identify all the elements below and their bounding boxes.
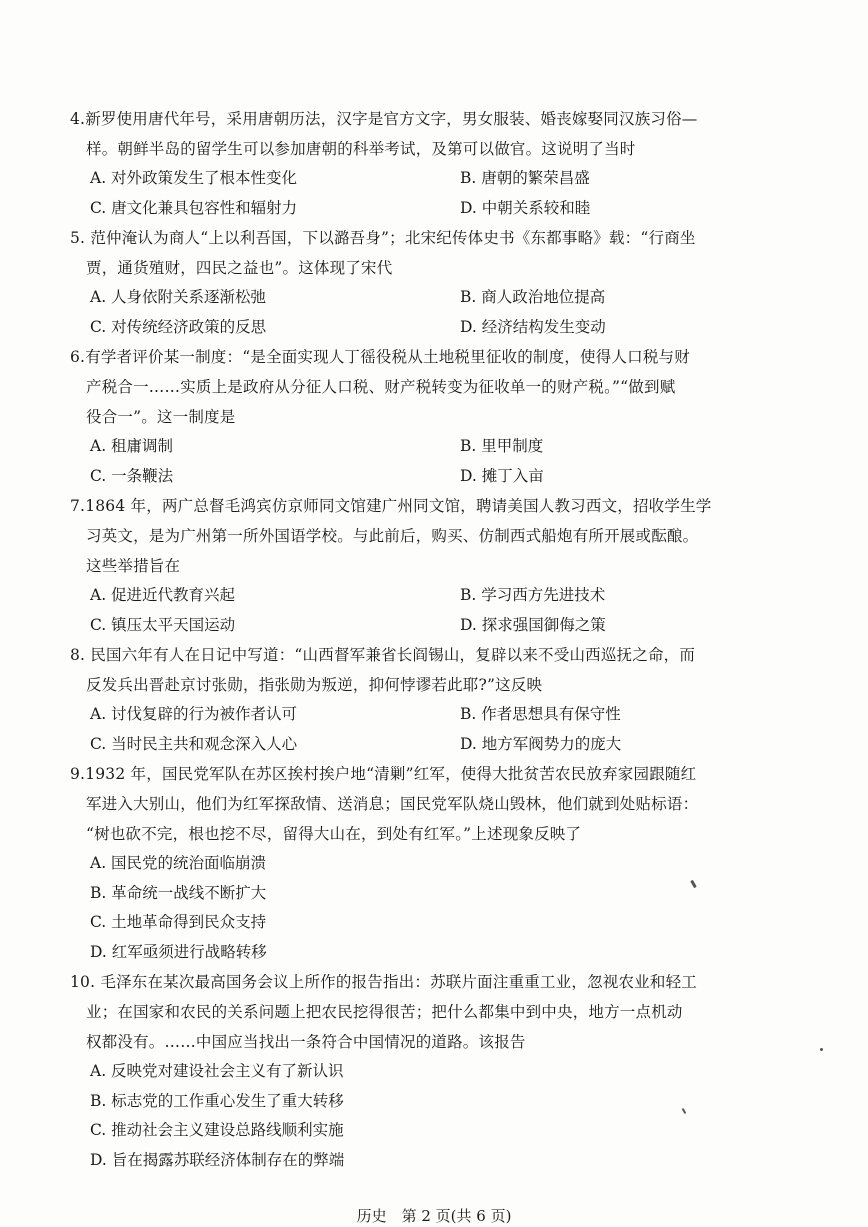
stem-line: 这些举措旨在 — [86, 557, 181, 575]
option-b[interactable]: B. 学习西方先进技术 — [460, 586, 606, 604]
option-list — [70, 1057, 790, 1175]
question-7 — [70, 491, 790, 640]
scan-speck — [820, 1048, 823, 1051]
stem-line: 10. 毛泽东在某次最高国务会议上所作的报告指出：苏联片面注重重工业，忽视农业和轻工 — [70, 973, 697, 991]
option-d[interactable]: D. 经济结构发生变动 — [460, 317, 606, 336]
option-c[interactable]: C. 推动社会主义建设总路线顺利实施 — [90, 1121, 344, 1139]
option-c[interactable]: C. 当时民主共和观念深入人心 — [90, 734, 298, 753]
option-c[interactable]: C. 唐文化兼具包容性和辐射力 — [90, 198, 298, 217]
question-list — [70, 104, 790, 1175]
stem-line: 产税合一……实质上是政府从分征人口税、财产税转变为征收单一的财产税。”“做到赋 — [86, 378, 676, 396]
option-a[interactable]: A. 反映党对建设社会主义有了新认识 — [90, 1062, 344, 1080]
option-c[interactable]: C. 对传统经济政策的反思 — [90, 317, 267, 336]
option-d[interactable]: D. 红军亟须进行战略转移 — [90, 942, 267, 961]
question-4 — [70, 104, 790, 223]
option-d[interactable]: D. 探求强国御侮之策 — [460, 615, 606, 634]
question-stem — [70, 759, 790, 849]
stem-line: 贾，通货殖财，四民之益也”。这体现了宋代 — [86, 259, 393, 277]
question-stem — [70, 342, 790, 432]
option-grid — [70, 432, 790, 491]
question-5 — [70, 223, 790, 342]
question-stem — [70, 967, 790, 1057]
option-a[interactable]: A. 促进近代教育兴起 — [90, 586, 236, 604]
option-a[interactable]: A. 租庸调制 — [90, 437, 174, 455]
option-b[interactable]: B. 唐朝的繁荣昌盛 — [460, 169, 590, 187]
question-8 — [70, 640, 790, 759]
option-d[interactable]: D. 地方军阀势力的庞大 — [460, 734, 622, 753]
stem-line: 样。朝鲜半岛的留学生可以参加唐朝的科举考试，及第可以做官。这说明了当时 — [86, 140, 636, 158]
option-a[interactable]: A. 国民党的统治面临崩溃 — [90, 854, 267, 872]
option-a[interactable]: A. 对外政策发生了根本性变化 — [90, 169, 298, 187]
stem-line: 权都没有。……中国应当找出一条符合中国情况的道路。该报告 — [86, 1033, 526, 1051]
question-stem — [70, 223, 790, 283]
option-grid — [70, 700, 790, 759]
stem-line: 习英文，是为广州第一所外国语学校。与此前后，购买、仿制西式船炮有所开展或酝酿。 — [86, 527, 699, 545]
question-10 — [70, 967, 790, 1175]
option-b[interactable]: B. 标志党的工作重心发生了重大转移 — [90, 1091, 344, 1110]
option-d[interactable]: D. 摊丁入亩 — [460, 466, 544, 485]
option-list — [70, 849, 790, 967]
stem-line: 6.有学者评价某一制度：“是全面实现人丁徭役税从土地税里征收的制度，使得人口税与财 — [70, 348, 690, 366]
option-d[interactable]: D. 中朝关系较和睦 — [460, 198, 591, 217]
question-9 — [70, 759, 790, 967]
option-c[interactable]: C. 土地革命得到民众支持 — [90, 913, 267, 931]
question-stem — [70, 491, 790, 581]
stem-line: 4.新罗使用唐代年号，采用唐朝历法，汉字是官方文字，男女服装、婚丧嫁娶同汉族习俗— — [70, 110, 698, 128]
stem-line: 业；在国家和农民的关系问题上把农民挖得很苦；把什么都集中到中央，地方一点机动 — [86, 1003, 683, 1021]
question-6 — [70, 342, 790, 491]
stem-line: 军进入大别山，他们为红军探敌情、送消息；国民党军队烧山毁林，他们就到处贴标语： — [86, 795, 699, 813]
option-a[interactable]: A. 讨伐复辟的行为被作者认可 — [90, 705, 298, 723]
stem-line: 反发兵出晋赴京讨张勋，指张勋为叛逆，抑何悖谬若此耶?”这反映 — [86, 676, 543, 694]
option-c[interactable]: C. 一条鞭法 — [90, 466, 174, 485]
option-b[interactable]: B. 商人政治地位提高 — [460, 288, 606, 306]
option-b[interactable]: B. 革命统一战线不断扩大 — [90, 883, 267, 902]
stem-line: 役合一”。这一制度是 — [86, 408, 236, 426]
option-d[interactable]: D. 旨在揭露苏联经济体制存在的弊端 — [90, 1150, 345, 1169]
option-c[interactable]: C. 镇压太平天国运动 — [90, 615, 236, 634]
option-grid — [70, 164, 790, 223]
option-grid — [70, 283, 790, 342]
option-a[interactable]: A. 人身依附关系逐渐松弛 — [90, 288, 267, 306]
question-stem — [70, 640, 790, 700]
stem-line: 8. 民国六年有人在日记中写道：“山西督军兼省长阎锡山，复辟以来不受山西巡抚之命，而 — [70, 646, 696, 664]
stem-line: 9.1932 年，国民党军队在苏区挨村挨户地“清剿”红军，使得大批贫苦农民放弃家园跟随红 — [70, 765, 697, 783]
stem-line: 7.1864 年，两广总督毛鸿宾仿京师同文馆建广州同文馆，聘请美国人教习西文，招收学生学 — [70, 497, 712, 515]
option-b[interactable]: B. 里甲制度 — [460, 437, 544, 455]
page-footer: 历史 第 2 页(共 6 页) — [356, 1207, 512, 1225]
stem-line: 5. 范仲淹认为商人“上以利吾国，下以潞吾身”；北宋纪传体史书《东都事略》载：“行商坐 — [70, 229, 696, 247]
option-grid — [70, 581, 790, 640]
option-b[interactable]: B. 作者思想具有保守性 — [460, 705, 621, 723]
stem-line: “树也砍不完，根也挖不尽，留得大山在，到处有红军。”上述现象反映了 — [86, 825, 582, 843]
question-stem — [70, 104, 790, 164]
